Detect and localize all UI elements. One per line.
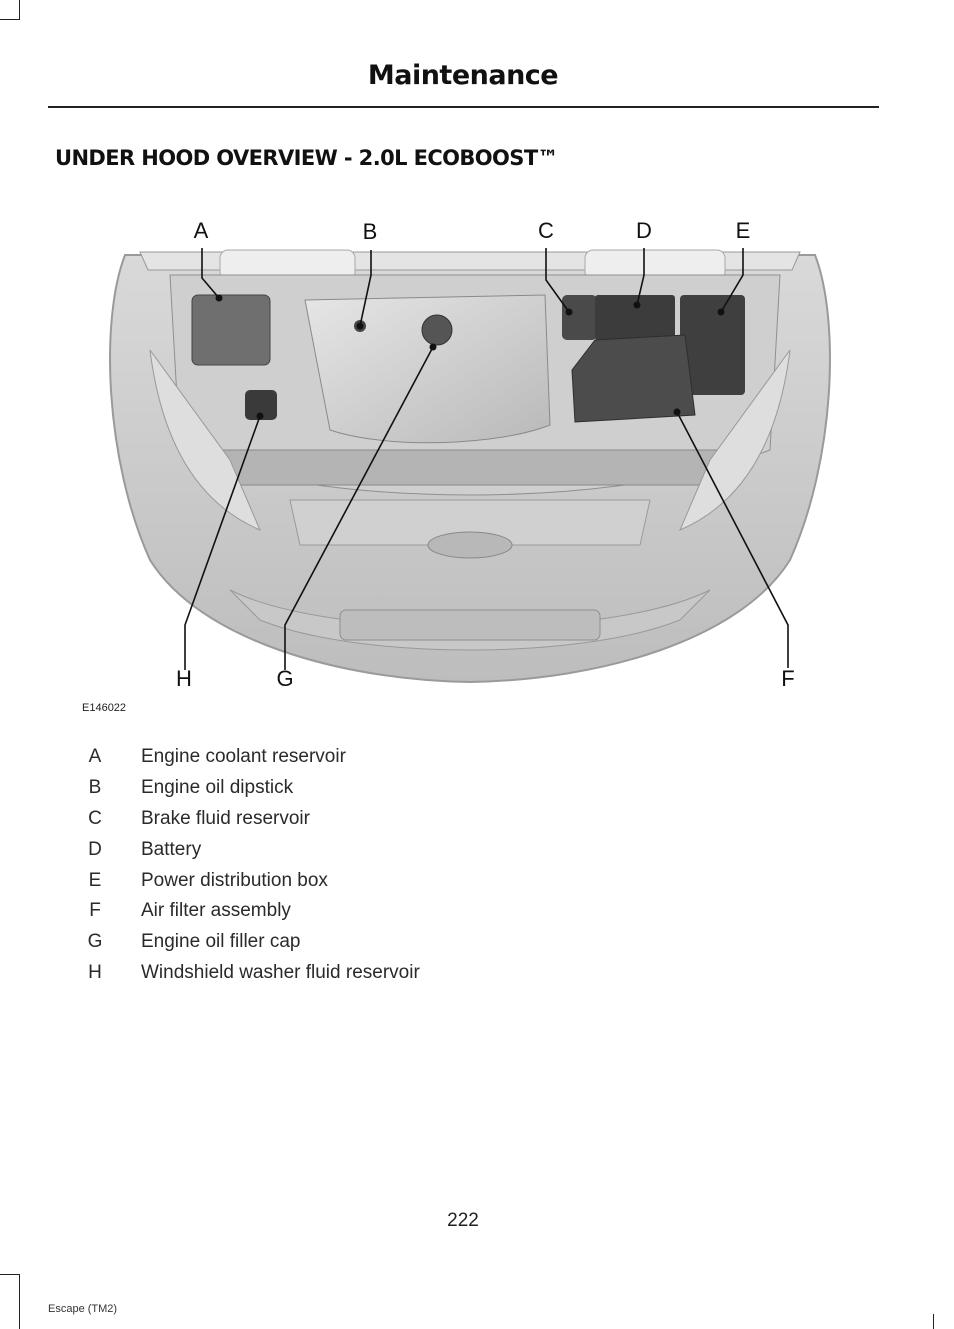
legend-text: Engine coolant reservoir: [141, 746, 346, 768]
legend-text: Battery: [141, 838, 202, 860]
brand-badge: [428, 532, 512, 558]
under-hood-illustration: [80, 200, 860, 700]
crop-mark-bottom-left-h: [0, 1274, 20, 1275]
callout-dot-d: [634, 302, 641, 309]
callout-dot-b: [357, 323, 364, 330]
section-title: UNDER HOOD OVERVIEW - 2.0L ECOBOOST™: [55, 146, 558, 170]
legend-text: Air filter assembly: [141, 900, 291, 922]
legend-text: Power distribution box: [141, 869, 328, 891]
legend-text: Windshield washer fluid reservoir: [141, 961, 420, 983]
figure-id: E146022: [82, 702, 127, 714]
page-header-title: Maintenance: [367, 60, 559, 91]
callout-label-b: B: [362, 219, 378, 244]
callout-label-h: H: [176, 666, 192, 691]
legend-row-f: [80, 896, 680, 927]
callout-legend: [80, 742, 680, 988]
callout-label-g: G: [276, 666, 294, 691]
footer-model: Escape (TM2): [48, 1303, 118, 1315]
crop-mark-top-left-h: [0, 19, 20, 20]
header-rule: [48, 106, 879, 108]
callout-dot-g: [430, 344, 437, 351]
oil-filler-cap-shape: [422, 315, 452, 345]
legend-text: Engine oil filler cap: [141, 931, 301, 953]
callout-label-e: E: [735, 218, 751, 243]
lower-grille: [340, 610, 600, 640]
legend-letter: H: [88, 961, 102, 983]
crop-mark-bottom-left-tick: [19, 1314, 20, 1329]
legend-letter: E: [88, 869, 102, 891]
legend-letter: C: [88, 807, 102, 829]
legend-letter: A: [88, 746, 102, 768]
callout-dot-c: [566, 309, 573, 316]
legend-row-a: [80, 742, 680, 773]
legend-row-e: [80, 865, 680, 896]
callout-dot-h: [257, 413, 264, 420]
legend-row-d: [80, 834, 680, 865]
crop-mark-top-left-v: [19, 0, 20, 20]
legend-letter: F: [89, 900, 101, 922]
coolant-reservoir-shape: [192, 295, 270, 365]
callout-dot-f: [674, 409, 681, 416]
legend-row-h: [80, 958, 680, 989]
legend-row-b: [80, 773, 680, 804]
battery-shape: [595, 295, 675, 340]
brake-reservoir-shape: [562, 295, 597, 340]
callout-label-a: A: [193, 218, 209, 243]
legend-letter: B: [88, 777, 102, 799]
callout-dot-e: [718, 309, 725, 316]
crop-mark-bottom-right-v1: [933, 1314, 934, 1329]
callout-label-c: C: [538, 218, 554, 243]
engine-cover-shape: [305, 295, 550, 443]
radiator-support: [200, 450, 740, 485]
callout-label-f: F: [781, 666, 795, 691]
callout-label-d: D: [636, 218, 652, 243]
legend-letter: D: [88, 838, 102, 860]
callout-dot-a: [216, 295, 223, 302]
legend-letter: G: [87, 931, 103, 953]
page-number: 222: [447, 1210, 479, 1231]
legend-text: Engine oil dipstick: [141, 777, 294, 799]
legend-text: Brake fluid reservoir: [141, 807, 310, 829]
legend-row-g: [80, 927, 680, 958]
legend-row-c: [80, 804, 680, 835]
